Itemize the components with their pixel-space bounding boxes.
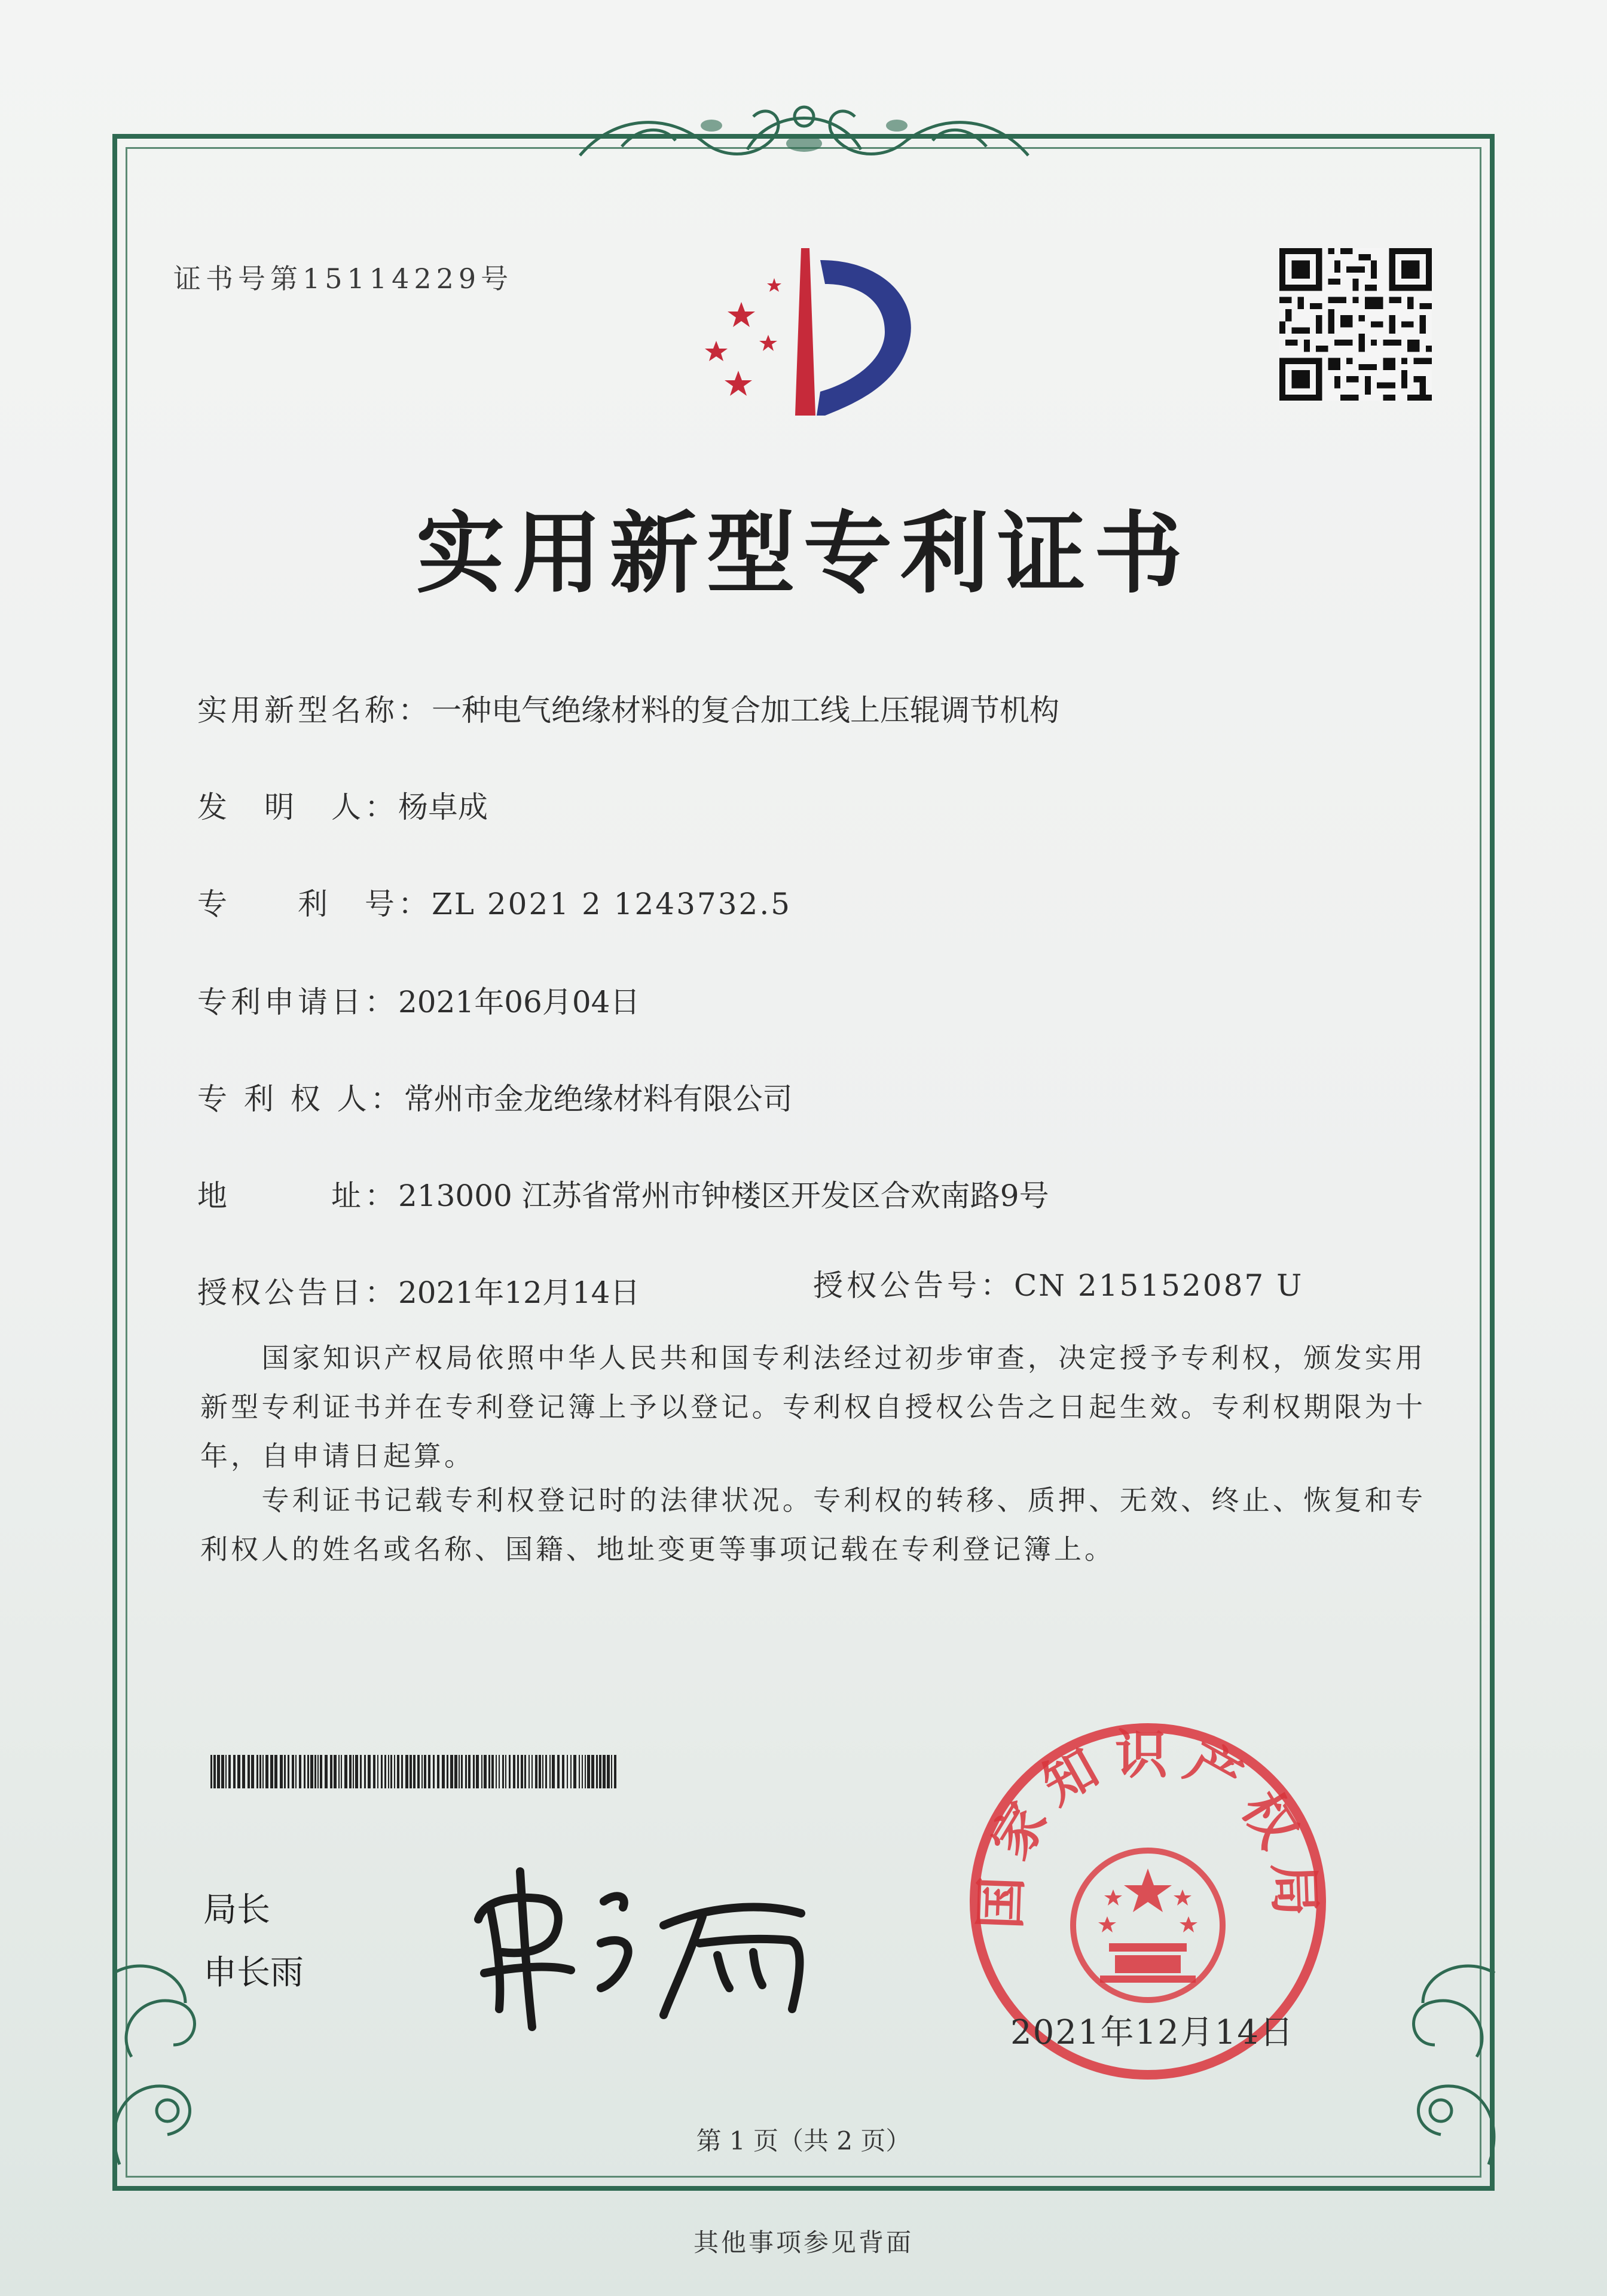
field-patentee bbox=[197, 1075, 793, 1118]
field-value: 一种电气绝缘材料的复合加工线上压辊调节机构 bbox=[432, 693, 1059, 728]
director-signature-icon bbox=[466, 1836, 837, 2033]
field-grant-date bbox=[197, 1269, 640, 1312]
field-label: 地 址： bbox=[197, 1178, 398, 1213]
field-label: 实用新型名称： bbox=[197, 693, 432, 728]
field-inventor bbox=[197, 783, 488, 826]
director-name: 申长雨 bbox=[203, 1953, 304, 1992]
field-value: 常州市金龙绝缘材料有限公司 bbox=[404, 1082, 793, 1116]
grant-statement-paragraph: 国家知识产权局依照中华人民共和国专利法经过初步审查，决定授予专利权，颁发实用新型专利证书并在专利登记簿上予以登记。专利权自授权公告之日起生效。专利权期限为十年，自申请日起算。 bbox=[200, 1342, 1426, 1472]
director-title: 局长 bbox=[203, 1891, 270, 1929]
field-application-date bbox=[197, 978, 640, 1021]
field-label: 专利申请日： bbox=[197, 985, 398, 1019]
field-label: 发 明 人： bbox=[197, 790, 398, 825]
field-value: 2021年12月14日 bbox=[398, 1275, 640, 1310]
cnipa-logo-icon bbox=[682, 236, 933, 433]
field-value: ZL 2021 2 1243732.5 bbox=[432, 887, 792, 921]
certificate-title: 实用新型专利证书 bbox=[416, 502, 1191, 605]
top-ornament-icon bbox=[568, 90, 1040, 167]
qr-code-icon bbox=[1279, 248, 1432, 401]
field-label: 授权公告号： bbox=[813, 1268, 1014, 1303]
field-label: 专 利 号： bbox=[197, 887, 432, 921]
field-label: 专 利 权 人： bbox=[197, 1082, 404, 1116]
certificate-number: 证书号第15114229号 bbox=[173, 262, 514, 295]
field-utility-model-name bbox=[197, 686, 1059, 729]
field-value: 2021年06月04日 bbox=[398, 985, 640, 1019]
barcode-icon bbox=[210, 1755, 620, 1788]
field-patent-number bbox=[197, 880, 792, 923]
svg-text:国家知识产权局: 国家知识产权局 bbox=[969, 1724, 1327, 1931]
field-address bbox=[197, 1172, 1049, 1215]
footer-note: 其他事项参见背面 bbox=[693, 2228, 914, 2257]
field-value: 杨卓成 bbox=[398, 790, 488, 825]
field-value: 213000 江苏省常州市钟楼区开发区合欢南路9号 bbox=[398, 1178, 1049, 1213]
legal-status-paragraph: 专利证书记载专利权登记时的法律状况。专利权的转移、质押、无效、终止、恢复和专利权人的姓名或名称、国籍、地址变更等事项记载在专利登记簿上。 bbox=[200, 1484, 1426, 1565]
field-label: 授权公告日： bbox=[197, 1275, 398, 1310]
field-value: CN 215152087 U bbox=[1014, 1268, 1304, 1303]
seal-date: 2021年12月14日 bbox=[1010, 2013, 1295, 2052]
field-grant-number bbox=[813, 1262, 1303, 1305]
page-number: 第 1 页（共 2 页） bbox=[696, 2126, 911, 2155]
